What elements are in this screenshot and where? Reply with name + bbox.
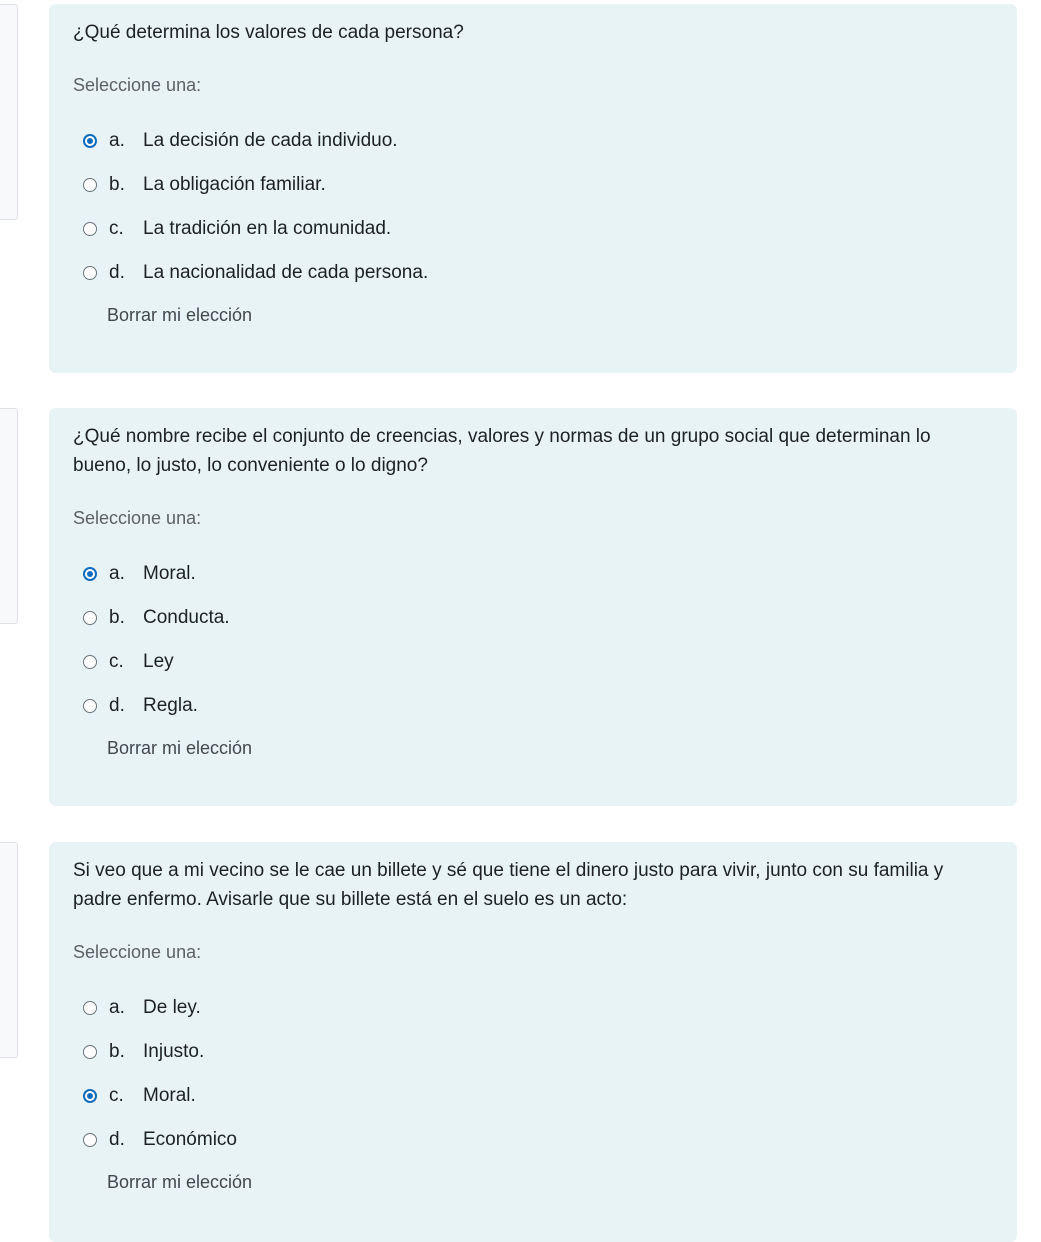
- answer-option-d[interactable]: [83, 684, 993, 728]
- question-text: Si veo que a mi vecino se le cae un billete y sé que tiene el dinero justo para vivir, junto con su familia y padre enfermo. Avisarle que su billete está en el suelo es un acto:: [73, 860, 944, 910]
- answer-option-a[interactable]: [83, 119, 993, 163]
- answer-letter: b.: [109, 174, 125, 195]
- question-content: [49, 842, 1017, 1242]
- answer-label: Ley: [143, 651, 174, 672]
- answer-letter: c.: [109, 1085, 124, 1106]
- answer-letter: b.: [109, 1041, 125, 1062]
- radio-button[interactable]: [83, 1001, 97, 1015]
- radio-button[interactable]: [83, 699, 97, 713]
- question-text: ¿Qué nombre recibe el conjunto de creencias, valores y normas de un grupo social que determinan lo bueno, lo justo, lo conveniente o lo digno?: [73, 426, 931, 476]
- question-info-panel: [0, 408, 18, 624]
- answer-label: La obligación familiar.: [143, 174, 326, 195]
- select-prompt: Seleccione una:: [73, 942, 202, 962]
- radio-button[interactable]: [83, 1089, 97, 1103]
- answer-list: [73, 119, 993, 295]
- radio-button[interactable]: [83, 1133, 97, 1147]
- answer-list: [73, 552, 993, 728]
- answer-option-a[interactable]: [83, 986, 993, 1030]
- answer-letter: a.: [109, 997, 125, 1018]
- answer-letter: d.: [109, 1129, 125, 1150]
- clear-choice-link[interactable]: Borrar mi elección: [107, 738, 253, 758]
- answer-label: Económico: [143, 1129, 237, 1150]
- radio-button[interactable]: [83, 134, 97, 148]
- answer-option-b[interactable]: [83, 1030, 993, 1074]
- answer-letter: d.: [109, 262, 125, 283]
- question-info-panel: [0, 842, 18, 1058]
- answer-letter: d.: [109, 695, 125, 716]
- answer-option-c[interactable]: [83, 1074, 993, 1118]
- radio-button[interactable]: [83, 611, 97, 625]
- answer-option-b[interactable]: [83, 163, 993, 207]
- answer-label: Regla.: [143, 695, 198, 716]
- answer-letter: c.: [109, 218, 124, 239]
- answer-label: Injusto.: [143, 1041, 205, 1062]
- answer-letter: a.: [109, 130, 125, 151]
- radio-button[interactable]: [83, 655, 97, 669]
- radio-button[interactable]: [83, 567, 97, 581]
- question-content: [49, 4, 1017, 373]
- select-prompt: Seleccione una:: [73, 75, 202, 95]
- answer-option-d[interactable]: [83, 251, 993, 295]
- question-info-panel: [0, 4, 18, 220]
- question-content: [49, 408, 1017, 806]
- clear-choice-link[interactable]: Borrar mi elección: [107, 305, 253, 325]
- radio-button[interactable]: [83, 222, 97, 236]
- radio-button[interactable]: [83, 1045, 97, 1059]
- answer-option-c[interactable]: [83, 640, 993, 684]
- answer-option-c[interactable]: [83, 207, 993, 251]
- answer-label: Conducta.: [143, 607, 230, 628]
- answer-letter: c.: [109, 651, 124, 672]
- answer-option-a[interactable]: [83, 552, 993, 596]
- answer-label: Moral.: [143, 563, 196, 584]
- clear-choice-link[interactable]: Borrar mi elección: [107, 1172, 253, 1192]
- answer-letter: b.: [109, 607, 125, 628]
- answer-label: La decisión de cada individuo.: [143, 130, 398, 151]
- answer-option-b[interactable]: [83, 596, 993, 640]
- answer-letter: a.: [109, 563, 125, 584]
- question-text: ¿Qué determina los valores de cada persona?: [73, 22, 464, 43]
- answer-label: Moral.: [143, 1085, 196, 1106]
- answer-label: De ley.: [143, 997, 201, 1018]
- answer-option-d[interactable]: [83, 1118, 993, 1162]
- answer-label: La nacionalidad de cada persona.: [143, 262, 429, 283]
- radio-button[interactable]: [83, 178, 97, 192]
- select-prompt: Seleccione una:: [73, 508, 202, 528]
- answer-list: [73, 986, 993, 1162]
- radio-button[interactable]: [83, 266, 97, 280]
- answer-label: La tradición en la comunidad.: [143, 218, 392, 239]
